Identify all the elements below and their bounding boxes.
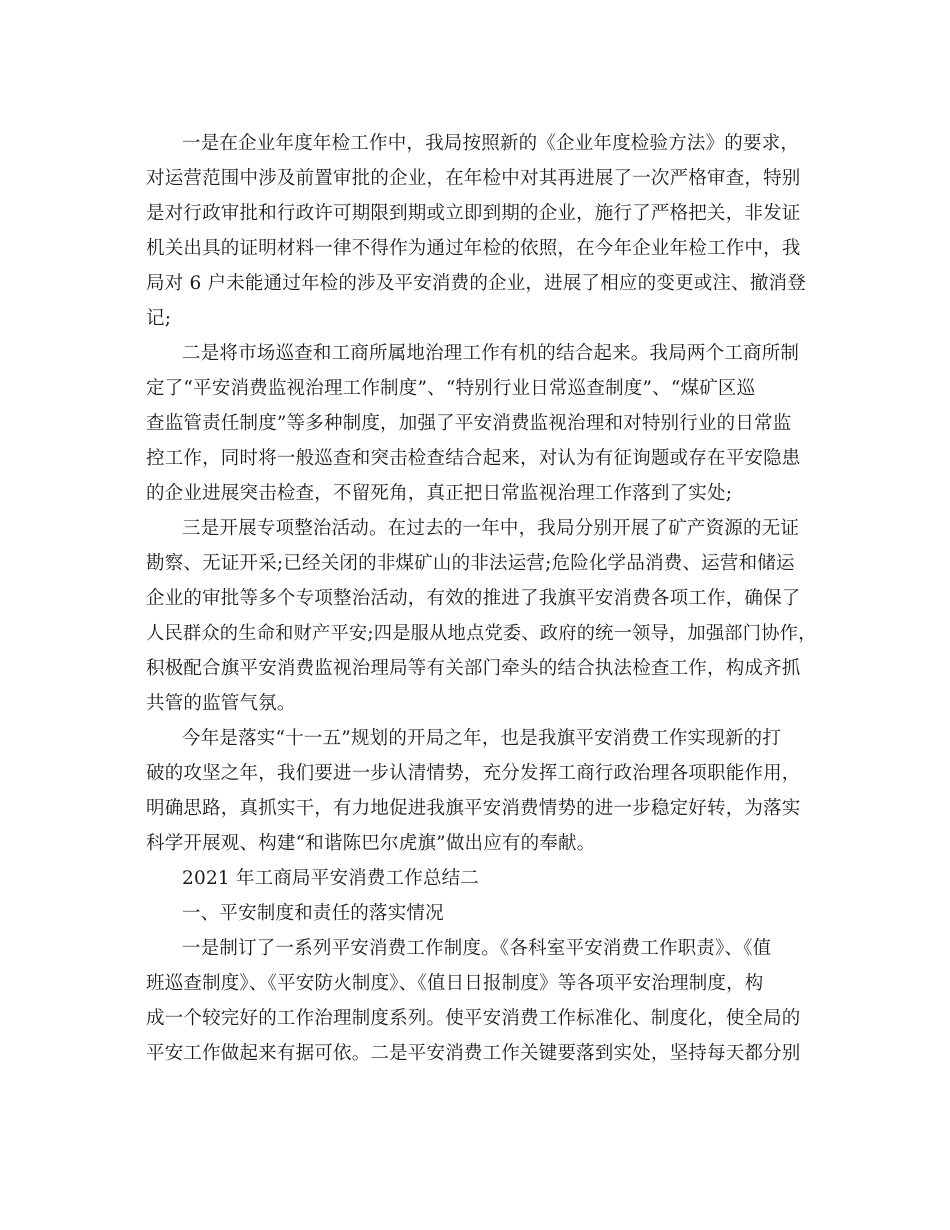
text-line: 勘察、无证开采;已经关闭的非煤矿山的非法运营;危险化学品消费、运营和储运	[146, 553, 795, 574]
section-heading: 2021 年工商局平安消费工作总结二	[182, 868, 480, 889]
text-line: 一是制订了一系列平安消费工作制度。《各科室平安消费工作职责》、《值	[182, 938, 772, 959]
text-line: 今年是落实“十一五”规划的开局之年，也是我旗平安消费工作实现新的打	[182, 728, 782, 749]
text-line: 控工作，同时将一般巡查和突击检查结合起来，对认为有征询题或存在平安隐患	[146, 448, 801, 469]
text-line: 是对行政审批和行政许可期限到期或立即到期的企业，施行了严格把关，非发证	[146, 203, 801, 224]
text-line: 的企业进展突击检查，不留死角，真正把日常监视治理工作落到了实处;	[146, 483, 733, 504]
text-line: 平安工作做起来有据可依。二是平安消费工作关键要落到实处，坚持每天都分别	[146, 1043, 801, 1064]
text-line: 局对 6 户未能通过年检的涉及平安消费的企业，进展了相应的变更或注、撤消登	[146, 273, 806, 294]
text-line: 人民群众的生命和财产平安;四是服从地点党委、政府的统一领导，加强部门协作，	[146, 623, 817, 644]
text-line: 科学开展观、构建“和谐陈巴尔虎旗”做出应有的奉献。	[146, 833, 596, 854]
text-line: 机关出具的证明材料一律不得作为通过年检的依照，在今年企业年检工作中，我	[146, 238, 801, 259]
subsection-heading: 一、平安制度和责任的落实情况	[182, 903, 444, 924]
text-line: 班巡查制度》、《平安防火制度》、《值日日报制度》等各项平安治理制度，构	[146, 973, 764, 994]
text-line: 三是开展专项整治活动。在过去的一年中，我局分别开展了矿产资源的无证	[182, 518, 800, 539]
text-line: 明确思路，真抓实干，有力地促进我旗平安消费情势的进一步稳定好转，为落实	[146, 798, 801, 819]
text-line: 二是将市场巡查和工商所属地治理工作有机的结合起来。我局两个工商所制	[182, 343, 800, 364]
text-line: 成一个较完好的工作治理制度系列。使平安消费工作标准化、制度化，使全局的	[146, 1008, 801, 1029]
text-line: 破的攻坚之年，我们要进一步认清情势，充分发挥工商行政治理各项职能作用，	[146, 763, 801, 784]
text-line: 定了“平安消费监视治理工作制度”、“特别行业日常巡查制度”、“煤矿区巡	[146, 378, 756, 399]
text-line: 一是在企业年度年检工作中，我局按照新的《企业年度检验方法》的要求，	[182, 133, 800, 154]
text-line: 共管的监管气氛。	[146, 693, 296, 714]
text-line: 对运营范围中涉及前置审批的企业，在年检中对其再进展了一次严格审查，特别	[146, 168, 801, 189]
text-line: 记;	[146, 308, 172, 329]
text-line: 积极配合旗平安消费监视治理局等有关部门牵头的结合执法检查工作，构成齐抓	[146, 658, 801, 679]
text-line: 企业的审批等多个专项整治活动，有效的推进了我旗平安消费各项工作，确保了	[146, 588, 801, 609]
text-line: 查监管责任制度”等多种制度，加强了平安消费监视治理和对特别行业的日常监	[146, 413, 792, 434]
